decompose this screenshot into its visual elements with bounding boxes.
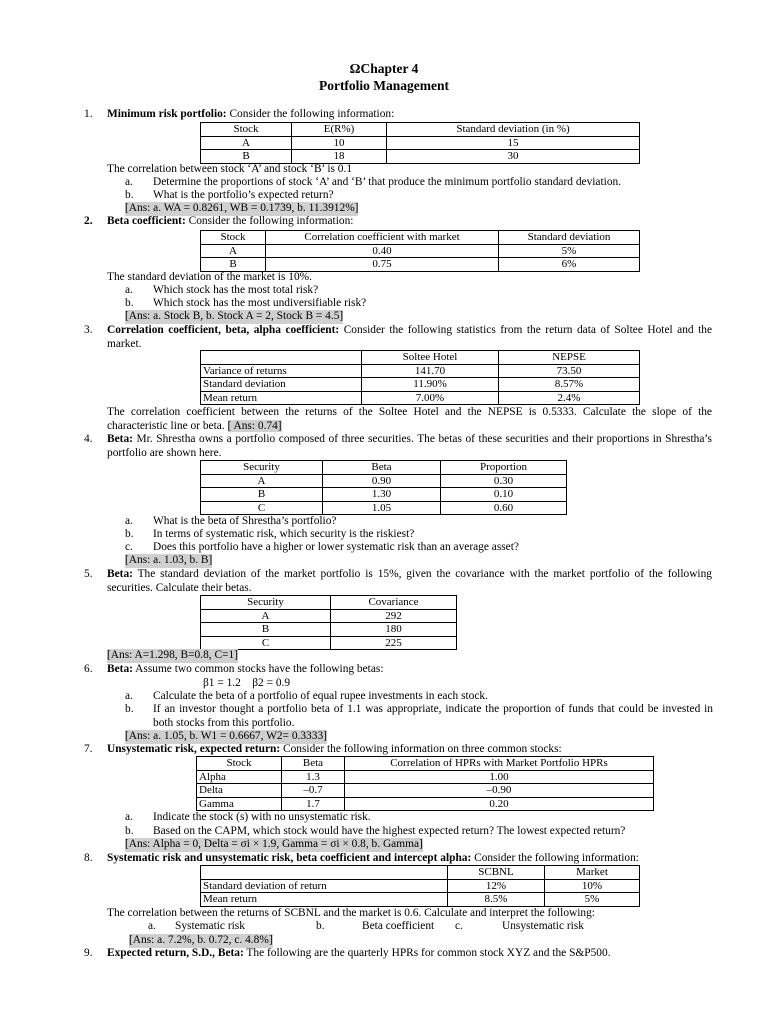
table-cell: 1.30 bbox=[323, 488, 441, 502]
table-header: Soltee Hotel bbox=[362, 351, 499, 365]
table-cell: Mean return bbox=[201, 391, 362, 405]
table-cell: 7.00% bbox=[362, 391, 499, 405]
question-label: Systematic risk and unsystematic risk, beta coefficient and intercept alpha: bbox=[107, 852, 472, 864]
table-cell: 6% bbox=[499, 258, 640, 272]
table-cell: 10 bbox=[292, 136, 387, 150]
question-note bbox=[107, 406, 712, 433]
table-cell: Delta bbox=[197, 784, 282, 798]
question-intro: Consider the following statistics from the return data of Soltee Hotel and the market. bbox=[107, 324, 713, 350]
question-label: Beta coefficient: bbox=[107, 215, 186, 227]
question-text bbox=[107, 108, 712, 122]
question-text bbox=[107, 663, 712, 677]
question-label: Beta: bbox=[107, 568, 133, 580]
question-label: Expected return, S.D., Beta: bbox=[107, 947, 244, 959]
table-header: Stock bbox=[201, 231, 266, 245]
question-number: 3. bbox=[84, 324, 93, 336]
table-cell: 0.60 bbox=[441, 501, 567, 515]
table-header: Security bbox=[201, 596, 331, 610]
sub-question: In terms of systematic risk, which security is the riskiest? bbox=[153, 528, 415, 540]
table-cell: 2.4% bbox=[499, 391, 640, 405]
table-cell: A bbox=[201, 244, 266, 258]
table-cell: C bbox=[201, 501, 323, 515]
table-header: SCBNL bbox=[448, 866, 545, 880]
data-table bbox=[200, 350, 640, 405]
question-number: 1. bbox=[84, 108, 93, 120]
table-cell: A bbox=[201, 136, 292, 150]
table-header: Proportion bbox=[441, 461, 567, 475]
table-header: NEPSE bbox=[499, 351, 640, 365]
table-cell: A bbox=[201, 609, 331, 623]
table-cell: 11.90% bbox=[362, 378, 499, 392]
beta-values: β1 = 1.2 β2 = 0.9 bbox=[203, 677, 291, 689]
answer-box: [ Ans: 0.74] bbox=[227, 419, 282, 432]
table-header: E(R%) bbox=[292, 123, 387, 137]
sub-question: Systematic risk bbox=[175, 920, 245, 932]
sub-question: Indicate the stock (s) with no unsystematic risk. bbox=[153, 811, 371, 823]
answer-box: [Ans: a. 7.2%, b. 0.72, c. 4.8%] bbox=[129, 934, 273, 946]
table-cell: –0.90 bbox=[345, 784, 654, 798]
question-intro: The following are the quarterly HPRs for common stock XYZ and the S&P500. bbox=[243, 947, 611, 959]
question-text bbox=[107, 947, 712, 961]
sub-label: b. bbox=[125, 528, 134, 540]
question-intro: Consider the following information: bbox=[226, 108, 395, 120]
table-header bbox=[201, 351, 362, 365]
table-cell: 1.00 bbox=[345, 770, 654, 784]
question-label: Correlation coefficient, beta, alpha coefficient: bbox=[107, 324, 340, 336]
question-text bbox=[107, 743, 712, 757]
data-table bbox=[200, 460, 567, 515]
table-cell: 73.50 bbox=[499, 364, 640, 378]
sub-label: a. bbox=[125, 690, 133, 702]
question-label: Unsystematic risk, expected return: bbox=[107, 743, 281, 755]
question-text bbox=[107, 324, 712, 351]
data-table bbox=[200, 230, 640, 272]
question-text bbox=[107, 433, 712, 460]
question-text bbox=[107, 852, 712, 866]
sub-label: b. bbox=[316, 920, 325, 932]
sub-label: a. bbox=[125, 176, 133, 188]
table-cell: 0.40 bbox=[266, 244, 499, 258]
sub-question: Which stock has the most undiversifiable risk? bbox=[153, 297, 367, 309]
sub-question: Determine the proportions of stock ‘A’ and ‘B’ that produce the minimum portfolio standard deviation. bbox=[153, 176, 622, 188]
table-header: Beta bbox=[323, 461, 441, 475]
table-cell: 0.75 bbox=[266, 258, 499, 272]
question-number: 4. bbox=[84, 433, 93, 445]
table-cell: 18 bbox=[292, 150, 387, 164]
table-cell: 225 bbox=[331, 636, 457, 650]
table-cell: B bbox=[201, 623, 331, 637]
table-cell: 8.5% bbox=[448, 893, 545, 907]
table-header: Standard deviation bbox=[499, 231, 640, 245]
sub-question: Beta coefficient bbox=[362, 920, 435, 932]
table-header: Covariance bbox=[331, 596, 457, 610]
table-cell: 0.20 bbox=[345, 797, 654, 811]
sub-label: a. bbox=[125, 284, 133, 296]
sub-label: a. bbox=[125, 811, 133, 823]
answer-box: [Ans: a. Stock B, b. Stock A = 2, Stock B = 4.5] bbox=[125, 310, 344, 322]
table-cell: Mean return bbox=[201, 893, 448, 907]
data-table bbox=[200, 122, 640, 164]
sub-label: b. bbox=[125, 189, 134, 201]
answer-box: [Ans: a. 1.03, b. B] bbox=[125, 554, 213, 566]
table-cell: 0.30 bbox=[441, 474, 567, 488]
question-intro: Consider the following information: bbox=[471, 852, 639, 864]
question-label: Beta: bbox=[107, 663, 133, 675]
table-header: Correlation coefficient with market bbox=[266, 231, 499, 245]
answer-box: [Ans: A=1.298, B=0.8, C=1] bbox=[107, 649, 238, 661]
sub-label: b. bbox=[125, 825, 134, 837]
sub-label: b. bbox=[125, 703, 134, 715]
sub-question: Which stock has the most total risk? bbox=[153, 284, 319, 296]
table-cell: Standard deviation of return bbox=[201, 879, 448, 893]
question-intro: Mr. Shrestha owns a portfolio composed of three securities. The betas of these securities and their proportions in Shrestha’s portfolio are shown here. bbox=[107, 433, 712, 459]
sub-label: c. bbox=[125, 541, 133, 553]
sub-label: a. bbox=[125, 515, 133, 527]
question-number: 9. bbox=[84, 947, 93, 959]
page-title: Portfolio Management bbox=[318, 78, 450, 93]
table-cell: 1.3 bbox=[282, 770, 345, 784]
sub-label: c. bbox=[455, 920, 463, 932]
table-header: Stock bbox=[197, 757, 282, 771]
question-text bbox=[107, 215, 712, 229]
question-number: 5. bbox=[84, 568, 93, 580]
table-cell: 1.05 bbox=[323, 501, 441, 515]
question-note: The standard deviation of the market is 10%. bbox=[107, 271, 312, 283]
table-cell: A bbox=[201, 474, 323, 488]
table-cell: 141.70 bbox=[362, 364, 499, 378]
table-header: Standard deviation (in %) bbox=[387, 123, 640, 137]
sub-label: b. bbox=[125, 297, 134, 309]
table-cell: 292 bbox=[331, 609, 457, 623]
data-table bbox=[200, 865, 640, 907]
question-intro: The standard deviation of the market portfolio is 15%, given the covariance with the market portfolio of the following securities. Calculate their betas. bbox=[107, 568, 712, 594]
table-header: Beta bbox=[282, 757, 345, 771]
table-cell: B bbox=[201, 258, 266, 272]
question-note-text: The correlation coefficient between the returns of the Soltee Hotel and the NEPSE is 0.5333. Calculate the slope of the characteristic line or beta. bbox=[107, 406, 712, 432]
chapter-heading: ΩChapter 4 bbox=[349, 61, 419, 76]
question-note: The correlation between stock ‘A’ and stock ‘B’ is 0.1 bbox=[107, 163, 353, 175]
sub-question: If an investor thought a portfolio beta of 1.1 was appropriate, indicate the proportion of funds that could be invested in both stocks from this portfolio. bbox=[153, 703, 713, 729]
question-label: Minimum risk portfolio: bbox=[107, 108, 227, 120]
table-cell: Standard deviation bbox=[201, 378, 362, 392]
sub-question: What is the portfolio’s expected return? bbox=[153, 189, 334, 201]
table-header bbox=[201, 866, 448, 880]
question-number: 7. bbox=[84, 743, 93, 755]
answer-box: [Ans: a. 1.05, b. W1 = 0.6667, W2= 0.3333] bbox=[125, 730, 327, 742]
data-table bbox=[196, 756, 654, 811]
table-cell: 8.57% bbox=[499, 378, 640, 392]
sub-question: Calculate the beta of a portfolio of equal rupee investments in each stock. bbox=[153, 690, 488, 702]
question-text bbox=[107, 568, 712, 595]
table-cell: 30 bbox=[387, 150, 640, 164]
table-cell: 5% bbox=[545, 893, 640, 907]
table-header: Correlation of HPRs with Market Portfolio HPRs bbox=[345, 757, 654, 771]
answer-box: [Ans: a. WA = 0.8261, WB = 0.1739, b. 11.3912%] bbox=[125, 202, 359, 214]
question-number: 2. bbox=[84, 215, 93, 227]
table-header: Market bbox=[545, 866, 640, 880]
data-table bbox=[200, 595, 457, 650]
sub-label: a. bbox=[148, 920, 156, 932]
table-cell: 1.7 bbox=[282, 797, 345, 811]
table-header: Stock bbox=[201, 123, 292, 137]
table-cell: Alpha bbox=[197, 770, 282, 784]
table-cell: B bbox=[201, 150, 292, 164]
table-cell: 180 bbox=[331, 623, 457, 637]
sub-question: Unsystematic risk bbox=[502, 920, 584, 932]
table-cell: Variance of returns bbox=[201, 364, 362, 378]
question-intro: Consider the following information on three common stocks: bbox=[280, 743, 562, 755]
table-cell: C bbox=[201, 636, 331, 650]
table-cell: 12% bbox=[448, 879, 545, 893]
table-cell: Gamma bbox=[197, 797, 282, 811]
answer-box: [Ans: Alpha = 0, Delta = σi × 1.9, Gamma = σi × 0.8, b. Gamma] bbox=[125, 838, 423, 850]
question-number: 6. bbox=[84, 663, 93, 675]
question-label: Beta: bbox=[107, 433, 133, 445]
table-cell: 0.90 bbox=[323, 474, 441, 488]
table-cell: –0.7 bbox=[282, 784, 345, 798]
table-cell: 15 bbox=[387, 136, 640, 150]
table-cell: 10% bbox=[545, 879, 640, 893]
sub-question: What is the beta of Shrestha’s portfolio? bbox=[153, 515, 337, 527]
question-intro: Assume two common stocks have the following betas: bbox=[132, 663, 384, 675]
sub-question: Does this portfolio have a higher or lower systematic risk than an average asset? bbox=[153, 541, 519, 553]
question-note: The correlation between the returns of SCBNL and the market is 0.6. Calculate and interpret the following: bbox=[107, 907, 595, 919]
question-intro: Consider the following information: bbox=[185, 215, 354, 227]
table-cell: B bbox=[201, 488, 323, 502]
table-header: Security bbox=[201, 461, 323, 475]
question-number: 8. bbox=[84, 852, 93, 864]
sub-question: Based on the CAPM, which stock would have the highest expected return? The lowest expected return? bbox=[153, 825, 626, 837]
table-cell: 5% bbox=[499, 244, 640, 258]
table-cell: 0.10 bbox=[441, 488, 567, 502]
